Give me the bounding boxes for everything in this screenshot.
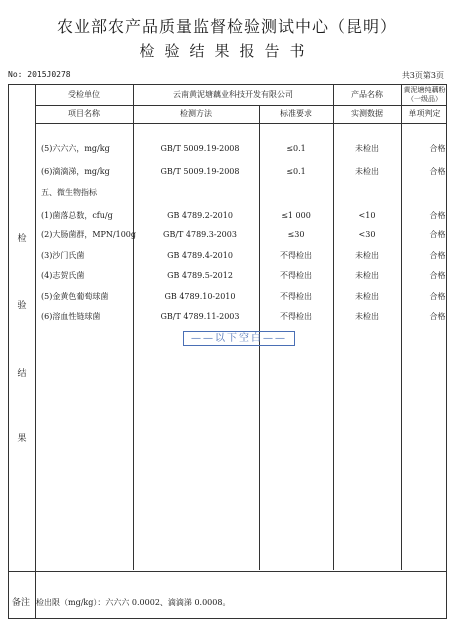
test-method: GB 4789.4-2010 — [167, 251, 233, 260]
test-method: GB/T 5009.19-2008 — [160, 144, 240, 153]
item-name: (4)志贺氏菌 — [41, 271, 85, 280]
table-row — [35, 163, 446, 180]
item-name: (5)六六六，mg/kg — [41, 144, 110, 153]
table-row — [35, 140, 446, 157]
measured-value: 未检出 — [355, 292, 379, 301]
side-label-char: 验 — [17, 300, 27, 311]
verdict: 合格 — [429, 271, 446, 280]
measured-value: <10 — [358, 211, 376, 220]
item-name: (3)沙门氏菌 — [41, 251, 85, 260]
report-title: 农业部农产品质量监督检验测试中心（昆明） — [56, 17, 397, 36]
table-row — [35, 308, 446, 325]
row-divider — [9, 571, 446, 572]
page-info: 共3页第3页 — [401, 71, 444, 80]
measured-value: 未检出 — [355, 144, 379, 153]
verdict: 合格 — [429, 211, 446, 220]
verdict: 合格 — [429, 312, 446, 321]
column-header-method: 检测方法 — [180, 109, 212, 118]
test-method: GB 4789.10-2010 — [164, 292, 236, 301]
side-label-char: 检 — [17, 233, 27, 244]
measured-value: <30 — [358, 230, 376, 239]
verdict: 合格 — [429, 251, 446, 260]
table-row — [35, 226, 446, 243]
standard-requirement: 不得检出 — [280, 271, 312, 280]
standard-requirement: ≤0.1 — [286, 144, 306, 153]
col-divider — [133, 85, 134, 570]
item-name: (1)菌落总数，cfu/g — [41, 211, 113, 220]
standard-requirement: ≤0.1 — [286, 167, 306, 176]
client-value: 云南黄泥塘藕业科技开发有限公司 — [173, 90, 293, 99]
standard-requirement: ≤30 — [287, 230, 305, 239]
client-label: 受检单位 — [68, 90, 100, 99]
test-method: GB/T 4789.11-2003 — [160, 312, 240, 321]
table-row — [35, 267, 446, 284]
column-header-measured: 实测数据 — [351, 109, 383, 118]
col-divider — [401, 85, 402, 570]
col-divider — [333, 85, 334, 570]
item-name: (6)滴滴涕，mg/kg — [41, 167, 110, 176]
column-header-item: 项目名称 — [68, 109, 100, 118]
product-value: 黄泥塘纯藕粉（一级品） — [403, 86, 446, 103]
verdict: 合格 — [429, 230, 446, 239]
column-header-requirement: 标准要求 — [280, 109, 312, 118]
verdict: 合格 — [429, 292, 446, 301]
product-label: 产品名称 — [351, 90, 383, 99]
side-label-char: 结 — [17, 368, 27, 379]
measured-value: 未检出 — [355, 251, 379, 260]
table-row — [35, 288, 446, 305]
report-number: No: 2015J0278 — [8, 70, 71, 79]
measured-value: 未检出 — [355, 271, 379, 280]
item-name: (6)溶血性链球菌 — [41, 312, 101, 321]
standard-requirement: 不得检出 — [280, 292, 312, 301]
column-header-verdict: 单项判定 — [408, 109, 441, 118]
table-row — [35, 207, 446, 224]
test-method: GB 4789.5-2012 — [167, 271, 233, 280]
section-title: 五、微生物指标 — [41, 188, 97, 197]
test-method: GB 4789.2-2010 — [167, 211, 233, 220]
measured-value: 未检出 — [355, 167, 379, 176]
results-table — [8, 84, 447, 619]
verdict: 合格 — [429, 167, 446, 176]
report-subtitle: 检验结果报告书 — [139, 42, 315, 60]
standard-requirement: ≤1 000 — [281, 211, 311, 220]
section-heading — [35, 184, 446, 201]
verdict: 合格 — [429, 144, 446, 153]
measured-value: 未检出 — [355, 312, 379, 321]
table-row — [35, 247, 446, 264]
test-method: GB/T 5009.19-2008 — [160, 167, 240, 176]
row-divider — [35, 123, 446, 124]
side-label-char: 果 — [17, 433, 27, 444]
item-name: (5)金黄色葡萄球菌 — [41, 292, 109, 301]
test-method: GB/T 4789.3-2003 — [163, 230, 237, 239]
note-text: 检出限（mg/kg）：六六六 0.0002、滴滴涕 0.0008。 — [36, 598, 231, 607]
standard-requirement: 不得检出 — [280, 251, 312, 260]
note-label: 备注 — [11, 598, 30, 608]
standard-requirement: 不得检出 — [280, 312, 312, 321]
item-name: (2)大肠菌群，MPN/100g — [41, 230, 136, 239]
blank-below-stamp: ——以下空白—— — [183, 331, 295, 346]
